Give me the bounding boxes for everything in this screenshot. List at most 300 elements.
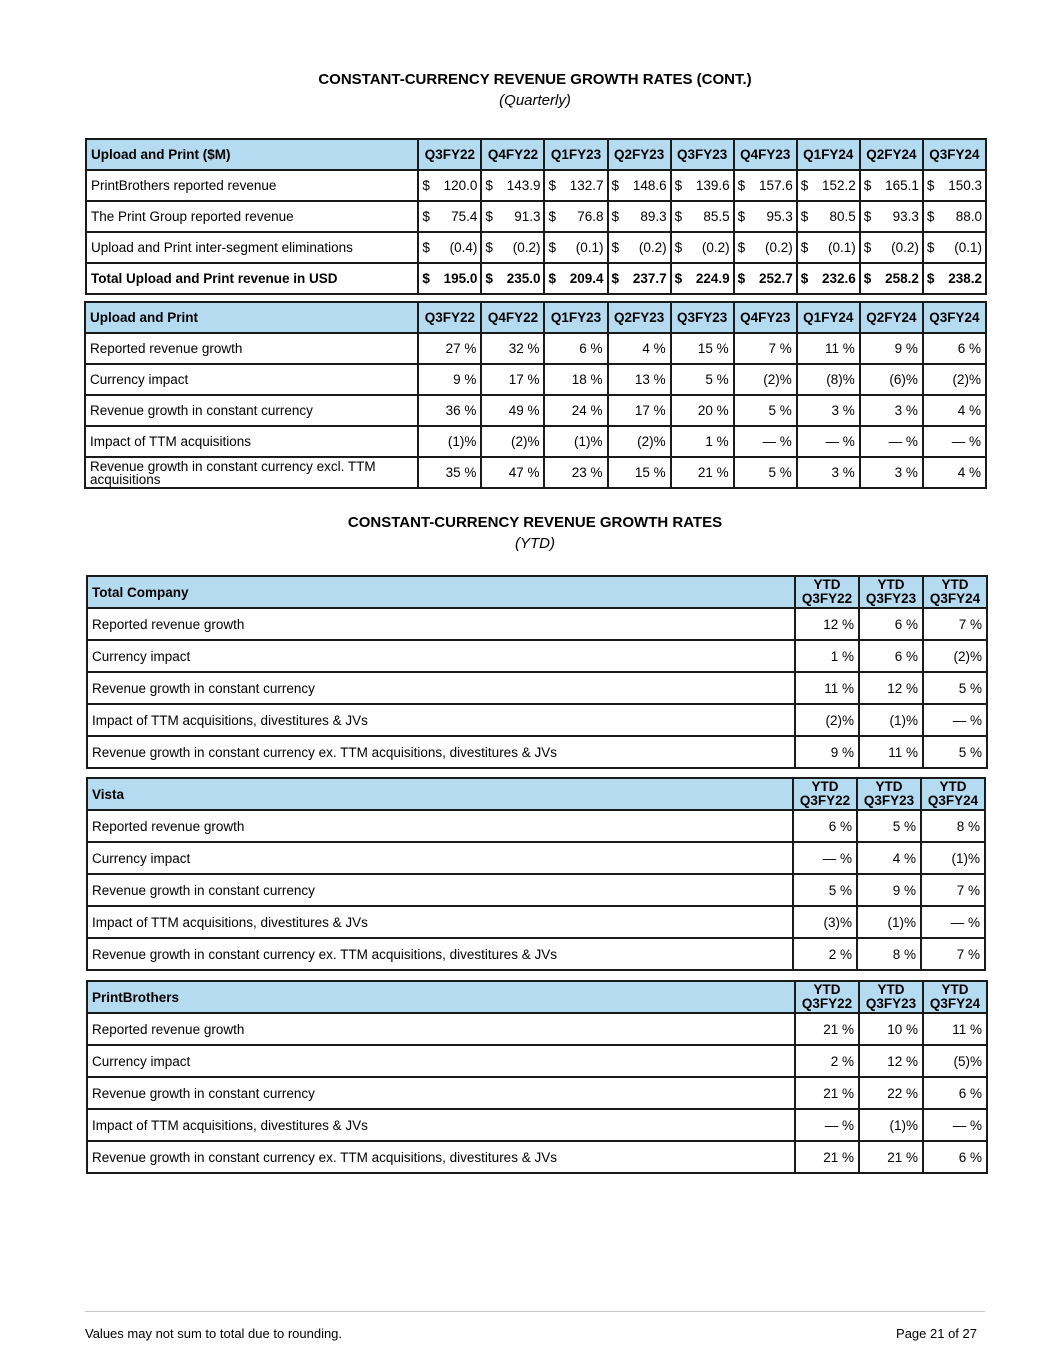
amount-value: 157.6 (758, 178, 793, 193)
row-label: Currency impact (87, 1045, 795, 1077)
column-header-ytd (857, 778, 921, 810)
value-cell (671, 170, 734, 201)
value-cell: 9 % (418, 364, 481, 395)
table-row (87, 672, 987, 704)
currency-symbol: $ (548, 178, 556, 193)
column-header-ytd (859, 576, 923, 608)
value-cell (860, 263, 923, 294)
column-header-line1: YTD (877, 982, 905, 997)
value-cell: 5 % (734, 457, 797, 488)
table-row (86, 263, 986, 294)
value-cell: 11 % (859, 736, 923, 768)
value-cell: 17 % (481, 364, 544, 395)
value-cell: 21 % (859, 1141, 923, 1173)
value-cell: 21 % (795, 1141, 859, 1173)
quarterly-section-subtitle: (Quarterly) (499, 92, 571, 109)
value-cell: (1)% (857, 906, 921, 938)
currency-symbol: $ (800, 240, 809, 255)
ytd-section-title: CONSTANT-CURRENCY REVENUE GROWTH RATES (347, 514, 723, 531)
value-cell: — % (923, 704, 987, 736)
table-row (87, 736, 987, 768)
value-cell (608, 201, 671, 232)
value-cell (544, 201, 607, 232)
value-cell: — % (797, 426, 860, 457)
column-header-q3fy24: Q3FY24 (923, 139, 986, 170)
amount-value: 132.7 (569, 178, 604, 193)
amount-value: 143.9 (506, 178, 541, 193)
currency-symbol: $ (863, 240, 872, 255)
column-header-line2: Q3FY22 (801, 591, 853, 606)
amount-value: (0.1) (575, 240, 604, 255)
table-row (86, 170, 986, 201)
value-cell (797, 232, 860, 263)
column-header-q4fy23: Q4FY23 (734, 302, 797, 333)
amount-value: 93.3 (892, 209, 919, 224)
column-header-line2: Q3FY22 (801, 996, 853, 1011)
footer-divider (85, 1311, 985, 1312)
currency-symbol: $ (800, 209, 809, 224)
value-cell: 3 % (860, 395, 923, 426)
amount-value: 88.0 (955, 209, 982, 224)
value-cell (797, 263, 860, 294)
value-cell: — % (860, 426, 923, 457)
currency-symbol: $ (737, 240, 746, 255)
value-cell: 24 % (544, 395, 607, 426)
value-cell: (2)% (481, 426, 544, 457)
column-header-q3fy22: Q3FY22 (418, 302, 481, 333)
value-cell: 6 % (923, 333, 986, 364)
value-cell: 22 % (859, 1077, 923, 1109)
value-cell: 5 % (923, 672, 987, 704)
currency-symbol: $ (800, 271, 809, 286)
amount-value: 195.0 (443, 271, 478, 286)
currency-symbol: $ (863, 209, 872, 224)
column-header-q3fy22: Q3FY22 (418, 139, 481, 170)
currency-symbol: $ (863, 178, 872, 193)
row-label: Revenue growth in constant currency (87, 1077, 795, 1109)
table-header-label: PrintBrothers (87, 981, 795, 1013)
amount-value: 120.0 (443, 178, 478, 193)
amount-value: 224.9 (695, 271, 730, 286)
column-header-line1: YTD (813, 982, 841, 997)
currency-symbol: $ (674, 271, 683, 286)
value-cell: 15 % (671, 333, 734, 364)
value-cell: 5 % (734, 395, 797, 426)
value-cell: 20 % (671, 395, 734, 426)
value-cell: 11 % (797, 333, 860, 364)
value-cell: 18 % (544, 364, 607, 395)
table-row (87, 810, 985, 842)
currency-symbol: $ (548, 271, 556, 286)
currency-symbol: $ (737, 178, 746, 193)
footer-rounding-note: Values may not sum to total due to rounding. (85, 1326, 343, 1341)
value-cell: 4 % (608, 333, 671, 364)
amount-value: 238.2 (948, 271, 982, 286)
column-header-line1: YTD (941, 577, 969, 592)
column-header-q2fy24: Q2FY24 (860, 302, 923, 333)
column-header-q1fy24: Q1FY24 (797, 302, 860, 333)
value-cell: (1)% (859, 704, 923, 736)
column-header-line2: Q3FY24 (927, 793, 979, 808)
currency-symbol: $ (926, 209, 935, 224)
column-header-q3fy23: Q3FY23 (671, 139, 734, 170)
value-cell: 9 % (860, 333, 923, 364)
value-cell: — % (921, 906, 985, 938)
column-header-q1fy23: Q1FY23 (544, 302, 607, 333)
row-label: Upload and Print inter-segment eliminations (86, 232, 418, 263)
currency-symbol: $ (926, 240, 935, 255)
value-cell: 17 % (608, 395, 671, 426)
currency-symbol: $ (926, 271, 935, 286)
currency-symbol: $ (863, 271, 872, 286)
value-cell (860, 201, 923, 232)
column-header-q4fy22: Q4FY22 (481, 302, 544, 333)
column-header-line2: Q3FY24 (929, 591, 981, 606)
column-header-q3fy24: Q3FY24 (923, 302, 986, 333)
value-cell (544, 232, 607, 263)
value-cell: 1 % (795, 640, 859, 672)
value-cell (734, 232, 797, 263)
value-cell (734, 201, 797, 232)
column-header-line1: YTD (877, 577, 905, 592)
value-cell (418, 201, 481, 232)
table-header-label: Upload and Print (85, 302, 418, 333)
currency-symbol: $ (548, 240, 556, 255)
row-label: Reported revenue growth (85, 333, 418, 364)
column-header-q2fy23: Q2FY23 (608, 302, 671, 333)
currency-symbol: $ (737, 209, 746, 224)
table-row (87, 1077, 987, 1109)
value-cell: 5 % (923, 736, 987, 768)
value-cell: 7 % (734, 333, 797, 364)
table-header-label: Vista (87, 778, 793, 810)
column-header-q4fy23: Q4FY23 (734, 139, 797, 170)
value-cell: 27 % (418, 333, 481, 364)
amount-value: 209.4 (569, 271, 604, 286)
value-cell: 12 % (859, 1045, 923, 1077)
amount-value: 237.7 (632, 271, 667, 286)
upload-print-growth-table (84, 301, 987, 489)
row-label: Reported revenue growth (87, 608, 795, 640)
column-header-q1fy23: Q1FY23 (544, 139, 607, 170)
value-cell: 3 % (797, 395, 860, 426)
value-cell (418, 263, 481, 294)
row-label: The Print Group reported revenue (86, 201, 418, 232)
value-cell: 3 % (797, 457, 860, 488)
row-label: Currency impact (87, 640, 795, 672)
table-row (87, 842, 985, 874)
value-cell: 2 % (795, 1045, 859, 1077)
value-cell: 7 % (921, 938, 985, 970)
value-cell: 6 % (793, 810, 857, 842)
value-cell: 13 % (608, 364, 671, 395)
value-cell (418, 232, 481, 263)
row-label: Total Upload and Print revenue in USD (86, 263, 418, 294)
column-header-line2: Q3FY23 (863, 793, 915, 808)
value-cell (860, 232, 923, 263)
ytd-vista-table (86, 777, 986, 971)
table-header-label: Total Company (87, 576, 795, 608)
value-cell: — % (923, 1109, 987, 1141)
currency-symbol: $ (800, 178, 809, 193)
amount-value: 152.2 (822, 178, 856, 193)
amount-value: 232.6 (822, 271, 856, 286)
amount-value: 95.3 (766, 209, 793, 224)
value-cell: (2)% (923, 364, 986, 395)
column-header-line1: YTD (811, 779, 839, 794)
value-cell (418, 170, 481, 201)
value-cell: 11 % (795, 672, 859, 704)
amount-value: (0.1) (954, 240, 982, 255)
column-header-q3fy23: Q3FY23 (671, 302, 734, 333)
value-cell: (1)% (921, 842, 985, 874)
column-header-q2fy24: Q2FY24 (860, 139, 923, 170)
column-header-ytd (795, 981, 859, 1013)
value-cell: 2 % (793, 938, 857, 970)
column-header-q1fy24: Q1FY24 (797, 139, 860, 170)
amount-value: 85.5 (703, 209, 730, 224)
table-row (87, 640, 987, 672)
amount-value: 148.6 (632, 178, 667, 193)
value-cell: 6 % (923, 1077, 987, 1109)
value-cell (608, 170, 671, 201)
value-cell: 4 % (923, 395, 986, 426)
amount-value: 89.3 (640, 209, 667, 224)
amount-value: 258.2 (885, 271, 919, 286)
value-cell: 9 % (795, 736, 859, 768)
value-cell (671, 232, 734, 263)
value-cell: (1)% (418, 426, 481, 457)
value-cell (734, 170, 797, 201)
amount-value: 150.3 (948, 178, 982, 193)
currency-symbol: $ (611, 178, 620, 193)
value-cell: 12 % (859, 672, 923, 704)
table-row (87, 1109, 987, 1141)
column-header-line1: YTD (941, 982, 969, 997)
value-cell: (8)% (797, 364, 860, 395)
currency-symbol: $ (422, 178, 430, 193)
currency-symbol: $ (674, 240, 683, 255)
currency-symbol: $ (485, 240, 493, 255)
currency-symbol: $ (611, 209, 620, 224)
table-row (87, 938, 985, 970)
currency-symbol: $ (548, 209, 556, 224)
column-header-ytd (795, 576, 859, 608)
amount-value: (0.2) (891, 240, 919, 255)
value-cell: 5 % (857, 810, 921, 842)
value-cell (481, 263, 544, 294)
value-cell: (2)% (923, 640, 987, 672)
value-cell: 21 % (795, 1077, 859, 1109)
value-cell (671, 201, 734, 232)
value-cell: 36 % (418, 395, 481, 426)
value-cell (797, 201, 860, 232)
ytd-total-company-table (86, 575, 988, 769)
value-cell: 4 % (923, 457, 986, 488)
value-cell: (2)% (734, 364, 797, 395)
row-label: Impact of TTM acquisitions, divestitures & JVs (87, 1109, 795, 1141)
column-header-line2: Q3FY24 (929, 996, 981, 1011)
value-cell: 15 % (608, 457, 671, 488)
row-label: Revenue growth in constant currency excl. TTM acquisitions (85, 457, 418, 488)
currency-symbol: $ (926, 178, 935, 193)
value-cell: 8 % (857, 938, 921, 970)
value-cell (544, 263, 607, 294)
currency-symbol: $ (611, 271, 620, 286)
column-header-ytd (859, 981, 923, 1013)
table-header-label: Upload and Print ($M) (86, 139, 418, 170)
value-cell: 49 % (481, 395, 544, 426)
value-cell: 6 % (544, 333, 607, 364)
value-cell (544, 170, 607, 201)
amount-value: (0.2) (764, 240, 793, 255)
table-row (86, 232, 986, 263)
upload-print-revenue-table (85, 138, 987, 295)
value-cell: (5)% (923, 1045, 987, 1077)
row-label: Impact of TTM acquisitions, divestitures & JVs (87, 704, 795, 736)
table-row (87, 874, 985, 906)
currency-symbol: $ (485, 271, 493, 286)
footer-page-number: Page 21 of 27 (896, 1326, 977, 1341)
currency-symbol: $ (674, 178, 683, 193)
value-cell: 6 % (859, 608, 923, 640)
row-label: Revenue growth in constant currency (85, 395, 418, 426)
table-row (87, 1013, 987, 1045)
row-label: Currency impact (87, 842, 793, 874)
column-header-ytd (923, 576, 987, 608)
currency-symbol: $ (485, 178, 493, 193)
row-label: Currency impact (85, 364, 418, 395)
currency-symbol: $ (422, 209, 430, 224)
row-label: Reported revenue growth (87, 1013, 795, 1045)
value-cell: 6 % (923, 1141, 987, 1173)
column-header-line1: YTD (939, 779, 967, 794)
value-cell: (3)% (793, 906, 857, 938)
currency-symbol: $ (422, 240, 430, 255)
amount-value: (0.2) (512, 240, 541, 255)
value-cell: 5 % (671, 364, 734, 395)
row-label: PrintBrothers reported revenue (86, 170, 418, 201)
value-cell (923, 263, 986, 294)
value-cell (923, 170, 986, 201)
value-cell (671, 263, 734, 294)
amount-value: (0.4) (449, 240, 478, 255)
value-cell: 11 % (923, 1013, 987, 1045)
table-row (87, 1141, 987, 1173)
value-cell (481, 170, 544, 201)
value-cell: 5 % (793, 874, 857, 906)
value-cell: 35 % (418, 457, 481, 488)
amount-value: 91.3 (514, 209, 541, 224)
value-cell: 10 % (859, 1013, 923, 1045)
value-cell: (1)% (859, 1109, 923, 1141)
value-cell: 1 % (671, 426, 734, 457)
ytd-printbrothers-table (86, 980, 988, 1174)
ytd-section-subtitle: (YTD) (515, 535, 555, 552)
column-header-ytd (923, 981, 987, 1013)
value-cell: — % (734, 426, 797, 457)
table-row (87, 608, 987, 640)
value-cell: 21 % (795, 1013, 859, 1045)
value-cell: — % (795, 1109, 859, 1141)
column-header-line2: Q3FY23 (865, 996, 917, 1011)
value-cell (923, 232, 986, 263)
value-cell: 23 % (544, 457, 607, 488)
value-cell: — % (793, 842, 857, 874)
currency-symbol: $ (485, 209, 493, 224)
column-header-ytd (921, 778, 985, 810)
value-cell (608, 263, 671, 294)
row-label: Reported revenue growth (87, 810, 793, 842)
currency-symbol: $ (422, 271, 430, 286)
column-header-q2fy23: Q2FY23 (608, 139, 671, 170)
value-cell (481, 232, 544, 263)
column-header-line2: Q3FY23 (865, 591, 917, 606)
value-cell: — % (923, 426, 986, 457)
table-row (87, 1045, 987, 1077)
column-header-line1: YTD (875, 779, 903, 794)
row-label: Revenue growth in constant currency (87, 672, 795, 704)
currency-symbol: $ (674, 209, 683, 224)
table-row (85, 426, 986, 457)
amount-value: (0.2) (701, 240, 730, 255)
value-cell: 47 % (481, 457, 544, 488)
column-header-line1: YTD (813, 577, 841, 592)
row-label: Revenue growth in constant currency (87, 874, 793, 906)
value-cell: 4 % (857, 842, 921, 874)
value-cell (860, 170, 923, 201)
column-header-q4fy22: Q4FY22 (481, 139, 544, 170)
value-cell (923, 201, 986, 232)
value-cell (797, 170, 860, 201)
value-cell: (6)% (860, 364, 923, 395)
table-row (85, 364, 986, 395)
amount-value: 252.7 (758, 271, 793, 286)
column-header-ytd (793, 778, 857, 810)
amount-value: 76.8 (577, 209, 604, 224)
table-row (87, 704, 987, 736)
quarterly-section-title: CONSTANT-CURRENCY REVENUE GROWTH RATES (CONT.) (318, 71, 752, 88)
value-cell: 7 % (921, 874, 985, 906)
value-cell: (2)% (795, 704, 859, 736)
table-row (85, 395, 986, 426)
amount-value: (0.1) (828, 240, 856, 255)
amount-value: 165.1 (885, 178, 919, 193)
row-label: Revenue growth in constant currency ex. TTM acquisitions, divestitures & JVs (87, 938, 793, 970)
value-cell (481, 201, 544, 232)
value-cell: 12 % (795, 608, 859, 640)
currency-symbol: $ (611, 240, 620, 255)
table-row (86, 201, 986, 232)
value-cell: 21 % (671, 457, 734, 488)
currency-symbol: $ (737, 271, 746, 286)
amount-value: 80.5 (829, 209, 856, 224)
row-label: Impact of TTM acquisitions (85, 426, 418, 457)
value-cell: 32 % (481, 333, 544, 364)
table-row (85, 333, 986, 364)
amount-value: 235.0 (506, 271, 541, 286)
table-row (85, 457, 986, 488)
row-label: Impact of TTM acquisitions, divestitures & JVs (87, 906, 793, 938)
value-cell: 3 % (860, 457, 923, 488)
value-cell: 7 % (923, 608, 987, 640)
amount-value: 139.6 (695, 178, 730, 193)
amount-value: 75.4 (451, 209, 478, 224)
row-label: Revenue growth in constant currency ex. TTM acquisitions, divestitures & JVs (87, 736, 795, 768)
value-cell: (1)% (544, 426, 607, 457)
table-row (87, 906, 985, 938)
value-cell: 9 % (857, 874, 921, 906)
